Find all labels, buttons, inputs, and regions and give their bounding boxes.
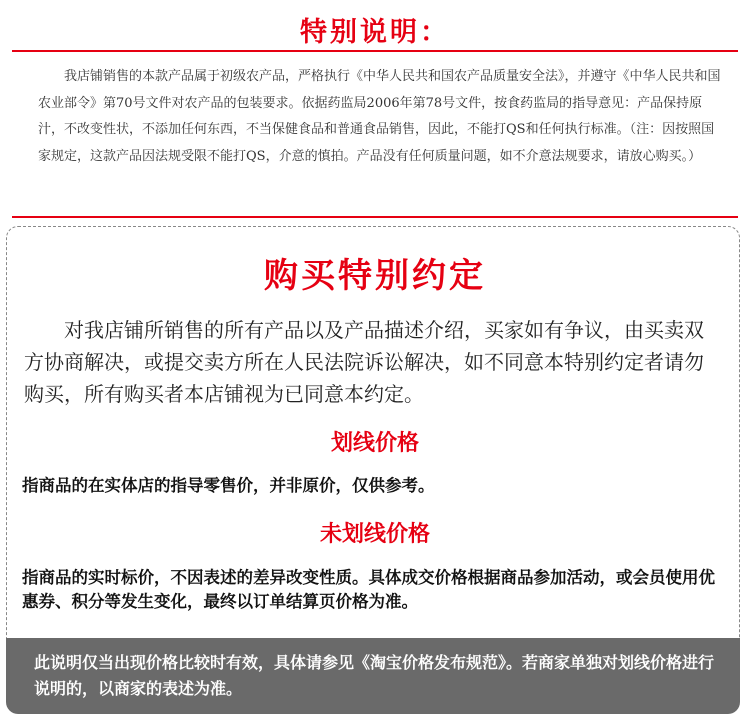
agreement-body: 对我店铺所销售的所有产品以及产品描述介绍，买家如有争议，由买卖双方协商解决，或提交卖方所在人民法院诉讼解决，如不同意本特别约定者请勿购买，所有购买者本店铺视为已同意本约定。 bbox=[24, 318, 704, 406]
agreement-title: 购买特别约定 bbox=[264, 256, 486, 296]
strikethrough-price-text: 指商品的在实体店的指导零售价，并非原价，仅供参考。 bbox=[22, 476, 435, 495]
strikethrough-price-heading: 划线价格 bbox=[330, 431, 419, 456]
divider-bottom bbox=[12, 216, 738, 218]
agreement-box bbox=[6, 226, 740, 708]
divider-top bbox=[12, 50, 738, 52]
notice-body: 我店铺销售的本款产品属于初级农产品，严格执行《中华人民共和国农产品质量安全法》，并遵守《中华人民共和国农业部令》第70号文件对农产品的包装要求。依据药监局2006年第78号文件，按食药监局的指导意见：产品保持原汁，不改变性状，不添加任何东西，不当保健食品和普通食品销售，因此，不能打QS和任何执行标准。（注：因按照国家规定，这款产品因法规受限不能打QS，介意的慎拍。产品没有任何质量问题，如不介意法规要求，请放心购买。） bbox=[38, 69, 721, 164]
non-strikethrough-price-text: 指商品的实时标价，不因表述的差异改变性质。具体成交价格根据商品参加活动，或会员使用优惠券、积分等发生变化，最终以订单结算页价格为准。 bbox=[22, 568, 715, 611]
footer-text: 此说明仅当出现价格比较时有效，具体请参见《淘宝价格发布规范》。若商家单独对划线价格进行说明的，以商家的表述为准。 bbox=[34, 653, 715, 698]
notice-title: 特别说明： bbox=[300, 17, 450, 48]
non-strikethrough-price-heading: 未划线价格 bbox=[319, 522, 430, 547]
